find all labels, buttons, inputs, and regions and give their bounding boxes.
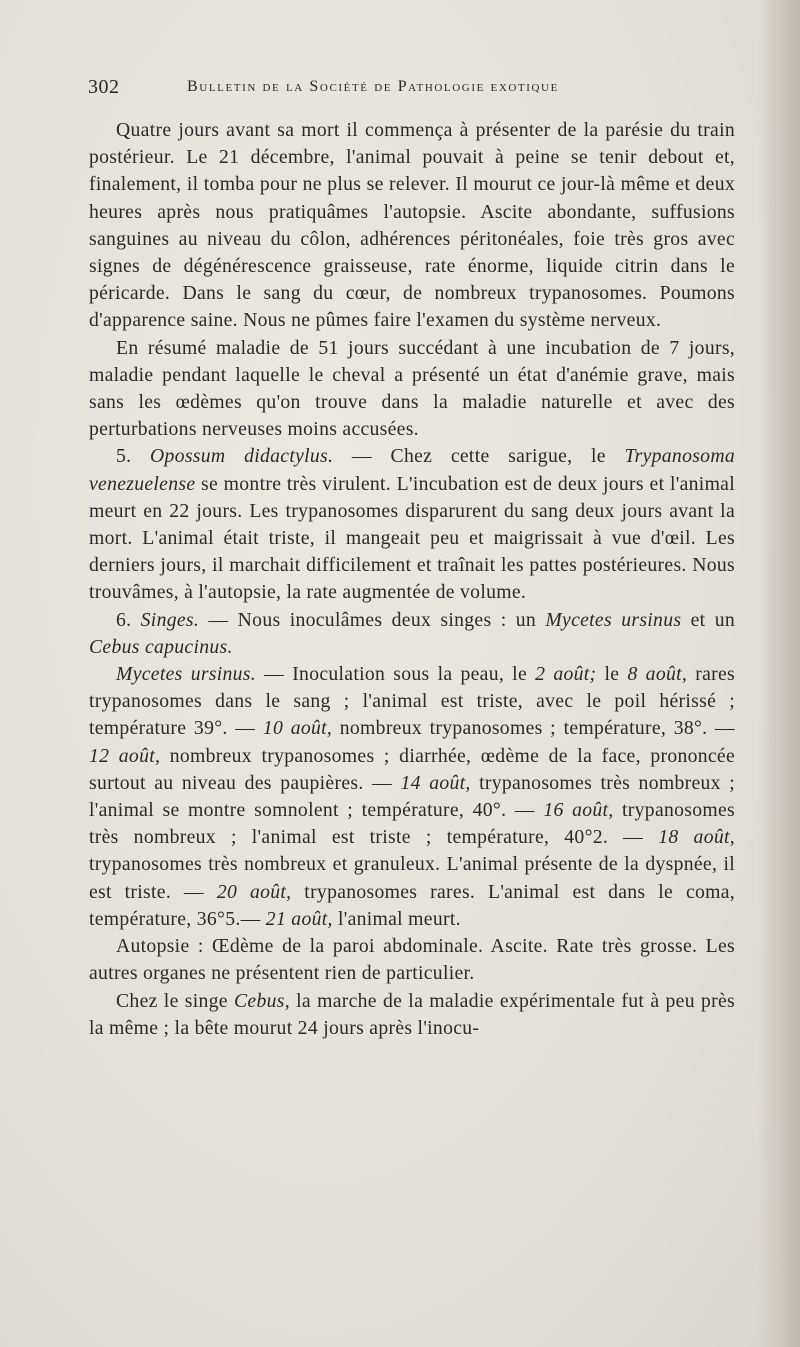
page-header	[88, 76, 748, 102]
italic-run: Cebus,	[234, 989, 290, 1012]
text-run: le	[596, 663, 628, 686]
paragraph	[89, 933, 735, 987]
italic-run: Singes.	[140, 608, 200, 631]
paragraph	[89, 988, 735, 1042]
text-run: — Inoculation sous la peau, le	[256, 663, 536, 686]
italic-run: 8 août,	[627, 663, 688, 686]
italic-run: 2 août;	[535, 663, 597, 686]
italic-run: 14 août,	[400, 771, 471, 794]
italic-run: Cebus capucinus.	[89, 635, 233, 658]
text-run: Chez le singe	[116, 989, 234, 1012]
text-run: — Chez cette sarigue, le	[333, 445, 625, 468]
running-title: Bulletin de la Société de Pathologie exotique	[187, 78, 559, 95]
italic-run: 16 août,	[543, 799, 614, 822]
text-run: la marche de la maladie expérimentale fut à peu près la même ; la bête mourut 24 jours après l'inocu-	[89, 989, 735, 1039]
text-run: nombreux trypanosomes ; diarrhée, œdème de la face, prononcée surtout au niveau des paupières. —	[89, 744, 736, 794]
italic-run: 21 août,	[265, 907, 333, 930]
page-edge-shadow	[758, 0, 800, 1347]
italic-run: 12 août,	[89, 744, 161, 767]
text-run: et un	[681, 608, 735, 631]
text-run: se montre très virulent. L'incubation est de deux jours et l'animal meurt en 22 jours. Les trypanosomes disparurent du sang deux jours avant la mort. L'animal était triste, il mangeait peu et maigrissait à vue d'œil. Les derniers jours, il marchait difficilement et traînait les pattes postérieures. Nous trouvâmes, à l'autopsie, la rate augmentée de volume.	[89, 472, 735, 604]
body-text	[89, 117, 735, 1042]
text-run: — Nous inoculâmes deux singes : un	[199, 608, 546, 631]
paragraph	[89, 607, 735, 661]
paragraph	[89, 117, 735, 335]
italic-run: Trypanosoma venezuelense	[89, 445, 735, 495]
text-run: En résumé maladie de 51 jours succédant à une incubation de 7 jours, maladie pendant laquelle le cheval a présenté un état d'anémie grave, mais sans les œdèmes qu'on trouve dans la maladie naturelle et avec des perturbations nerveuses moins accusées.	[89, 336, 735, 441]
paragraph	[89, 443, 735, 606]
text-run: trypanosomes très nombreux et granuleux. L'animal présente de la dyspnée, il est triste. —	[89, 853, 735, 903]
text-run: 6.	[116, 608, 141, 631]
italic-run: Mycetes ursinus	[545, 608, 682, 631]
italic-run: 10 août,	[262, 717, 333, 740]
text-run: 5.	[116, 445, 151, 468]
text-run: trypanosomes rares. L'animal est dans le coma, température, 36°5.—	[89, 880, 736, 930]
text-run: nombreux trypanosomes ; température, 38°. —	[332, 717, 735, 740]
page-number: 302	[88, 76, 120, 98]
italic-run: Opossum didactylus.	[150, 445, 334, 468]
text-run: trypanosomes très nombreux ; l'animal se montre somnolent ; température, 40°. —	[89, 771, 736, 822]
paragraph	[89, 335, 735, 444]
paragraph	[89, 661, 735, 933]
text-run: rares trypanosomes dans le sang ; l'animal est triste, avec le poil hérissé ; température 39°. —	[89, 663, 735, 740]
italic-run: 20 août,	[216, 880, 292, 903]
italic-run: Mycetes ursinus.	[116, 663, 256, 686]
italic-run: 18 août,	[658, 826, 735, 849]
text-run: trypanosomes très nombreux ; l'animal est triste ; température, 40°2. —	[89, 799, 735, 849]
text-run: l'animal meurt.	[332, 907, 461, 930]
text-run: Autopsie : Œdème de la paroi abdominale. Ascite. Rate très grosse. Les autres organes ne présentent rien de particulier.	[89, 935, 735, 985]
text-run: Quatre jours avant sa mort il commença à présenter de la parésie du train postérieur. Le 21 décembre, l'animal pouvait à peine se tenir debout et, finalement, il tomba pour ne plus se relever. Il mourut ce jour-là même et deux heures après nous pratiquâmes l'autopsie. Ascite abondante, suffusions sanguines au niveau du côlon, adhérences péritonéales, foie très gros avec signes de dégénérescence graisseuse, rate énorme, liquide citrin dans le péricarde. Dans le sang du cœur, de nombreux trypanosomes. Poumons d'apparence saine. Nous ne pûmes faire l'examen du système nerveux.	[89, 119, 735, 332]
